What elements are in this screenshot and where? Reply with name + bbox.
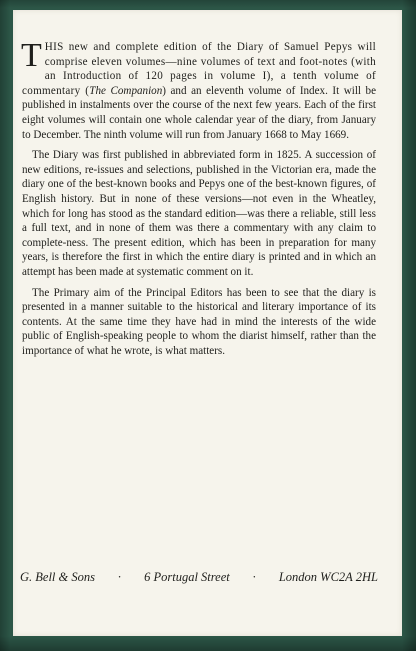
blurb-paragraph-3: The Primary aim of the Principal Editors has been to see that the diary is presented in a manner suitable to the historical and literary importance of its contents. At the same time they have had in mind the interests of the wide public of English-speaking people to whom the diarist himself, rather than the importance of what he wrote, is what matters. [22,286,376,357]
publisher-address: 6 Portugal Street [144,570,230,584]
paragraph-1-text-end: ) and an eleventh volume of Index. It will be published in instalments over the course of the next few years. Each of the first eight volumes will contain one whole calendar year of the diary, from January to December. The ninth volume will run from January 1668 to May 1669. [22,84,376,141]
companion-title: The Companion [89,84,163,97]
blurb-text [21,37,376,364]
publisher-name: G. Bell & Sons [20,570,95,584]
drop-cap: T [21,37,42,74]
publisher-imprint [20,570,378,585]
imprint-separator: · [252,570,257,584]
blurb-paragraph-2: The Diary was first published in abbreviated form in 1825. A succession of new editions, re-issues and selections, published in the Victorian era, made the diary one of the best-known books and Pepys one of the best-known figures, of English history. But in none of these versions—not even in the Wheatley, which for long has stood as the standard edition—was there a reliable, still less a full text, and in none of them was there a commentary with any claim to complete-ness. The present edition, which has been in preparation for many years, is therefore the first in which the entire diary is printed and in which an attempt has been made at systematic comment on it. [22,149,376,278]
blurb-paragraph-1 [21,37,376,142]
imprint-separator: · [117,570,122,584]
publisher-city: London WC2A 2HL [278,570,378,584]
paragraph-1-text: HIS new and complete edition of the Diary of Samuel Pepys will comprise eleven volumes—nine volumes of text and foot-notes (with an Introduction of 120 pages in volume I), a tenth volume of commentary ( [22,41,376,97]
